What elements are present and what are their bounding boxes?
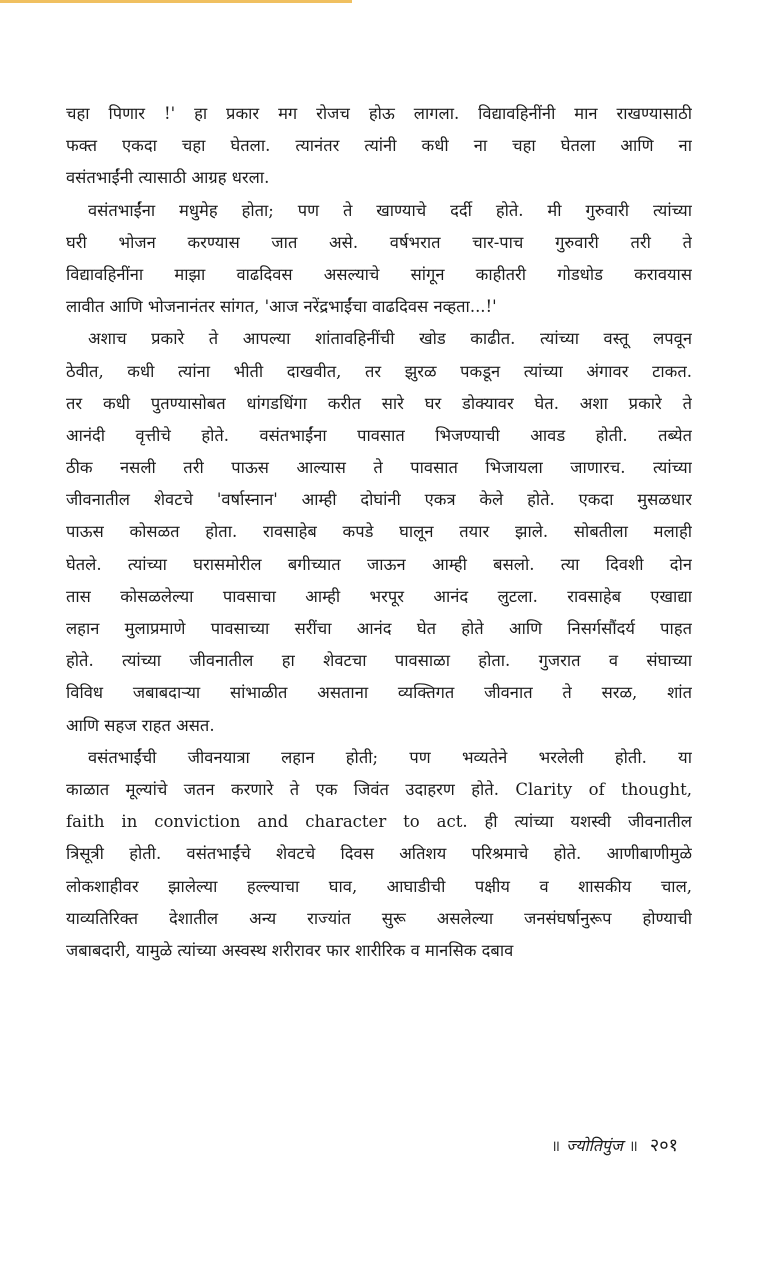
paragraph (66, 98, 692, 195)
text-line: विविध जबाबदाऱ्या सांभाळीत असताना व्यक्तिगत जीवनात ते सरळ, शांत (66, 683, 692, 703)
text-line: तास कोसळलेल्या पावसाचा आम्ही भरपूर आनंद लुटला. रावसाहेब एखाद्या (66, 586, 692, 606)
text-line: तर कधी पुतण्यासोबत धांगडधिंगा करीत सारे घर डोक्यावर घेत. अशा प्रकारे ते (66, 393, 692, 413)
page-body-text (66, 98, 692, 967)
page-footer (551, 1133, 678, 1157)
text-line: ठेवीत, कधी त्यांना भीती दाखवीत, तर झुरळ पकडून त्यांच्या अंगावर टाकत. (66, 361, 692, 381)
footer-mark-left: ॥ (551, 1137, 561, 1155)
text-line: वसंतभाईंनी त्यासाठी आग्रह धरला. (66, 168, 270, 188)
text-line: काळात मूल्यांचे जतन करणारे ते एक जिवंत उदाहरण होते. Clarity of thought, (66, 779, 692, 799)
text-line: घेतले. त्यांच्या घरासमोरील बगीच्यात जाऊन आम्ही बसलो. त्या दिवशी दोन (66, 554, 692, 574)
text-line: लहान मुलाप्रमाणे पावसाच्या सरींचा आनंद घेत होते आणि निसर्गसौंदर्य पाहत (66, 619, 692, 638)
text-line: आणि सहज राहत असत. (66, 715, 215, 735)
text-line: वसंतभाईंची जीवनयात्रा लहान होती; पण भव्यतेने भरलेली होती. या (88, 747, 692, 767)
text-line: घरी भोजन करण्यास जात असे. वर्षभरात चार-पाच गुरुवारी तरी ते (66, 232, 692, 252)
text-line: अशाच प्रकारे ते आपल्या शांतावहिनींची खोड काढीत. त्यांच्या वस्तू लपवून (88, 329, 692, 349)
paragraph (66, 742, 692, 967)
footer-mark-right: ॥ (628, 1137, 638, 1155)
text-line: वसंतभाईंना मधुमेह होता; पण ते खाण्याचे दर्दी होते. मी गुरुवारी त्यांच्या (88, 200, 692, 220)
text-line: आनंदी वृत्तीचे होते. वसंतभाईंना पावसात भिजण्याची आवड होती. तब्येत (66, 425, 692, 445)
text-line: जबाबदारी, यामुळे त्यांच्या अस्वस्थ शरीरावर फार शारीरिक व मानसिक दबाव (66, 940, 514, 960)
text-line: फक्त एकदा चहा घेतला. त्यानंतर त्यांनी कधी ना चहा घेतला आणि ना (66, 136, 692, 156)
text-line: याव्यतिरिक्त देशातील अन्य राज्यांत सुरू असलेल्या जनसंघर्षानुरूप होण्याची (66, 908, 692, 928)
text-line: ठीक नसली तरी पाऊस आल्यास ते पावसात भिजायला जाणारच. त्यांच्या (66, 458, 692, 478)
paragraph (66, 323, 692, 741)
text-line: होते. त्यांच्या जीवनातील हा शेवटचा पावसाळा होता. गुजरात व संघाच्या (66, 651, 692, 671)
text-line: लोकशाहीवर झालेल्या हल्ल्याचा घाव, आघाडीची पक्षीय व शासकीय चाल, (66, 876, 692, 896)
text-line: त्रिसूत्री होती. वसंतभाईंचे शेवटचे दिवस अतिशय परिश्रमाचे होते. आणीबाणीमुळे (66, 844, 692, 864)
text-line: लावीत आणि भोजनानंतर सांगत, 'आज नरेंद्रभाईंचा वाढदिवस नव्हता...!' (66, 297, 497, 317)
book-title: ज्योतिपुंज (566, 1136, 623, 1155)
page-number: २०१ (649, 1135, 678, 1156)
text-line: चहा पिणार !' हा प्रकार मग रोजच होऊ लागला. विद्यावहिनींनी मान राखण्यासाठी (66, 104, 692, 123)
text-line: पाऊस कोसळत होता. रावसाहेब कपडे घालून तयार झाले. सोबतीला मलाही (66, 522, 692, 542)
text-line: जीवनातील शेवटचे 'वर्षास्नान' आम्ही दोघांनी एकत्र केले होते. एकदा मुसळधार (66, 490, 692, 510)
top-decorative-rule (0, 0, 352, 3)
text-line: विद्यावहिनींना माझा वाढदिवस असल्याचे सांगून काहीतरी गोडधोड करावयास (66, 264, 692, 284)
text-line: faith in conviction and character to act. ही त्यांच्या यशस्वी जीवनातील (66, 812, 692, 832)
paragraph (66, 195, 692, 324)
